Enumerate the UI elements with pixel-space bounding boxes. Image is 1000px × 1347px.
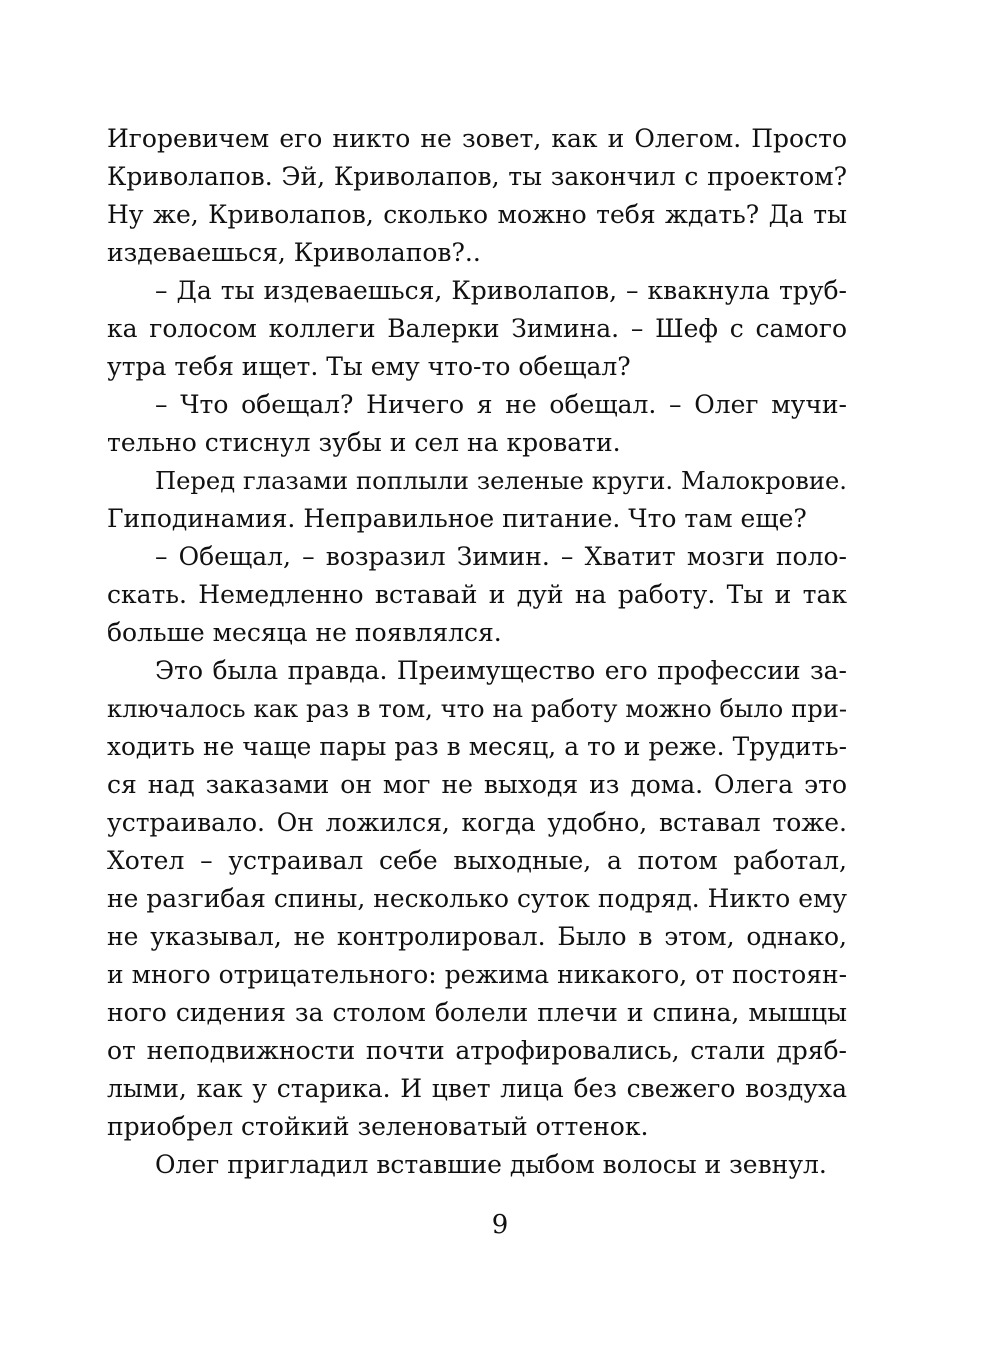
text-line: ключалось как раз в том, что на работу можно было при-	[107, 695, 847, 723]
text-line: – Да ты издеваешься, Криволапов, – квакнула труб-	[155, 276, 847, 305]
text-line: не разгибая спины, несколько суток подряд. Никто ему	[107, 884, 847, 913]
paragraph	[107, 272, 847, 386]
paragraph	[107, 462, 847, 538]
paragraph	[107, 120, 847, 272]
text-line: Гиподинамия. Неправильное питание. Что там еще?	[107, 504, 807, 533]
text-line: Хотел – устраивал себе выходные, а потом работал,	[107, 846, 847, 875]
text-line: – Обещал, – возразил Зимин. – Хватит мозги поло-	[155, 542, 847, 571]
text-line: больше месяца не появлялся.	[107, 618, 502, 647]
paragraph	[107, 652, 847, 1146]
body-text	[107, 120, 847, 1184]
page-number: 9	[491, 1210, 509, 1240]
text-line: Ну же, Криволапов, сколько можно тебя ждать? Да ты	[107, 200, 847, 229]
text-line: скать. Немедленно вставай и дуй на работу. Ты и так	[107, 580, 847, 609]
text-line: Это была правда. Преимущество его профессии за-	[155, 656, 847, 685]
text-line: издеваешься, Криволапов?..	[107, 238, 481, 267]
text-line: ка голосом коллеги Валерки Зимина. – Шеф с самого	[107, 314, 847, 343]
text-line: Олег пригладил вставшие дыбом волосы и зевнул.	[155, 1150, 827, 1179]
text-line: и много отрицательного: режима никакого, от постоян-	[107, 960, 847, 989]
text-line: – Что обещал? Ничего я не обещал. – Олег мучи-	[155, 390, 847, 419]
text-line: ся над заказами он мог не выходя из дома. Олега это	[107, 770, 847, 799]
paragraph	[107, 1146, 847, 1184]
text-line: устраивало. Он ложился, когда удобно, вставал тоже.	[107, 808, 847, 837]
paragraph	[107, 386, 847, 462]
text-line: ходить не чаще пары раз в месяц, а то и реже. Трудить-	[107, 732, 847, 761]
text-line: утра тебя ищет. Ты ему что-то обещал?	[107, 352, 631, 381]
text-line: ного сидения за столом болели плечи и спина, мышцы	[107, 998, 847, 1027]
text-line: лыми, как у старика. И цвет лица без свежего воздуха	[107, 1074, 847, 1103]
text-line: тельно стиснул зубы и сел на кровати.	[107, 428, 621, 457]
text-line: Игоревичем его никто не зовет, как и Олегом. Просто	[107, 124, 847, 153]
text-line: от неподвижности почти атрофировались, стали дряб-	[107, 1036, 847, 1065]
paragraph	[107, 538, 847, 652]
text-line: приобрел стойкий зеленоватый оттенок.	[107, 1112, 649, 1141]
text-line: Криволапов. Эй, Криволапов, ты закончил с проектом?	[107, 162, 847, 191]
text-line: не указывал, не контролировал. Было в этом, однако,	[107, 922, 847, 951]
text-line: Перед глазами поплыли зеленые круги. Малокровие.	[155, 467, 847, 495]
